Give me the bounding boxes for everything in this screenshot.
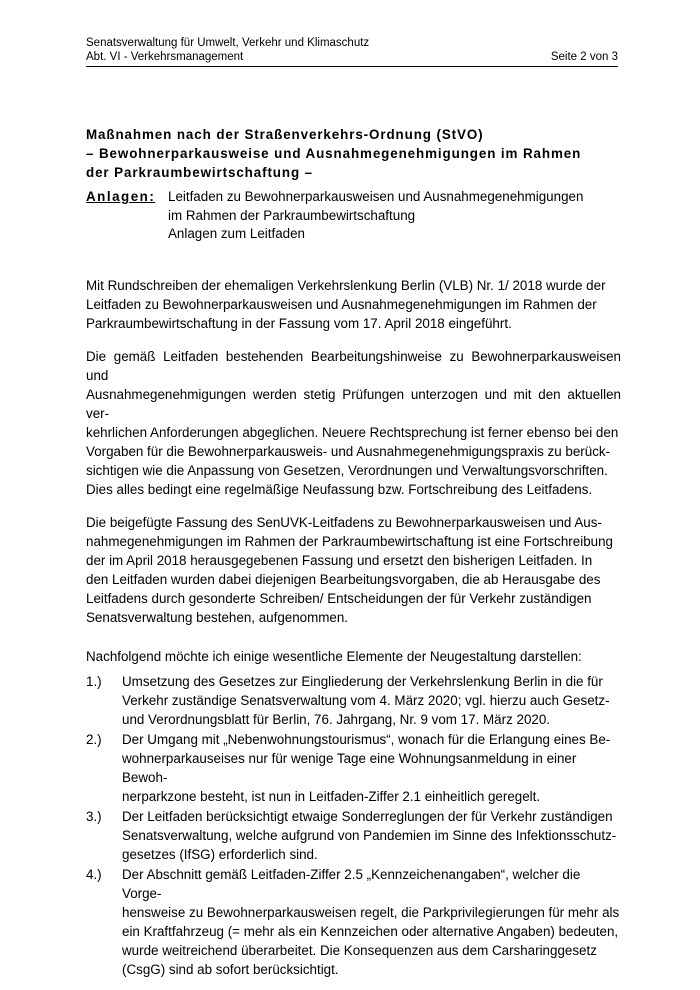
paragraph bbox=[86, 347, 621, 499]
paragraph-line: Ausnahmegenehmigungen werden stetig Prüfungen unterzogen und mit den aktuellen ver- bbox=[86, 387, 621, 421]
document-body bbox=[86, 276, 621, 980]
paragraph-line: Die gemäß Leitfaden bestehenden Bearbeitungshinweise zu Bewohnerparkausweisen und bbox=[86, 349, 621, 383]
attachments-list bbox=[168, 188, 628, 244]
list-item-line: ein Kraftfahrzeug (= mehr als ein Kennzeichen oder alternative Angaben) bedeuten, bbox=[122, 924, 619, 939]
paragraph-line: kehrlichen Anforderungen abgeglichen. Neuere Rechtsprechung ist ferner ebenso bei den bbox=[86, 425, 619, 440]
list-item bbox=[86, 672, 621, 729]
list-item-line: Der Umgang mit „Nebenwohnungstourismus“, wonach für die Erlangung eines Be- bbox=[122, 732, 611, 747]
paragraph-line: Parkraumbewirtschaftung in der Fassung vom 17. April 2018 eingeführt. bbox=[86, 316, 512, 331]
paragraph-line: Leitfadens durch gesonderte Schreiben/ Entscheidungen der für Verkehr zuständigen bbox=[86, 591, 592, 606]
numbered-list bbox=[86, 672, 621, 979]
paragraph-line: nahmegenehmigungen im Rahmen der Parkraumbewirtschaftung ist eine Fortschreibung bbox=[86, 534, 613, 549]
list-item-line: Umsetzung des Gesetzes zur Eingliederung der Verkehrslenkung Berlin in die für bbox=[122, 674, 603, 689]
list-item-line: gesetzes (IfSG) erforderlich sind. bbox=[122, 847, 318, 862]
list-item-line: wurde weitreichend überarbeitet. Die Konsequenzen aus dem Carsharinggesetz bbox=[122, 943, 597, 958]
header-department: Abt. VI - Verkehrsmanagement bbox=[86, 51, 244, 63]
list-item-line: Der Leitfaden berücksichtigt etwaige Sonderreglungen der für Verkehr zuständigen bbox=[122, 809, 613, 824]
header-rule bbox=[86, 66, 618, 67]
attachment-line: im Rahmen der Parkraumbewirtschaftung bbox=[168, 207, 416, 223]
paragraph-line: der im April 2018 herausgegebenen Fassung und ersetzt den bisherigen Leitfaden. In bbox=[86, 553, 593, 568]
list-item-line: Senatsverwaltung, welche aufgrund von Pandemien im Sinne des Infektionsschutz- bbox=[122, 828, 617, 843]
list-item-number: 2.) bbox=[86, 732, 102, 747]
list-item-line: wohnerparkauseises nur für wenige Tage eine Wohnungsanmeldung in einer Bewoh- bbox=[122, 751, 577, 785]
title-line: der Parkraumbewirtschaftung – bbox=[86, 165, 314, 180]
list-item-number: 3.) bbox=[86, 809, 102, 824]
attachments-label: Anlagen: bbox=[86, 189, 156, 204]
list-item bbox=[86, 730, 621, 806]
paragraph-line: den Leitfaden wurden dabei diejenigen Bearbeitungsvorgaben, die ab Herausgabe des bbox=[86, 572, 601, 587]
list-item-line: Verkehr zuständige Senatsverwaltung vom 4. März 2020; vgl. hierzu auch Gesetz- bbox=[122, 693, 610, 708]
attachment-line: Anlagen zum Leitfaden bbox=[168, 226, 305, 241]
list-item-number: 4.) bbox=[86, 867, 102, 882]
list-item-line: und Verordnungsblatt für Berlin, 76. Jahrgang, Nr. 9 vom 17. März 2020. bbox=[122, 712, 551, 727]
paragraph-line: Vorgaben für die Bewohnerparkausweis- und Ausnahmegenehmigungspraxis zu berück- bbox=[86, 444, 611, 459]
paragraph bbox=[86, 276, 621, 333]
paragraph-line: Leitfaden zu Bewohnerparkausweisen und Ausnahmegenehmigungen im Rahmen der bbox=[86, 297, 597, 312]
list-item-line: Der Abschnitt gemäß Leitfaden-Ziffer 2.5 „Kennzeichenangaben“, welcher die Vorge- bbox=[122, 867, 581, 901]
page-header bbox=[86, 36, 618, 64]
paragraph-line: Senatsverwaltung bestehen, aufgenommen. bbox=[86, 610, 349, 625]
paragraph-line: Mit Rundschreiben der ehemaligen Verkehrslenkung Berlin (VLB) Nr. 1/ 2018 wurde der bbox=[86, 278, 606, 293]
list-intro: Nachfolgend möchte ich einige wesentliche Elemente der Neugestaltung darstellen: bbox=[86, 649, 582, 664]
header-page-number: Seite 2 von 3 bbox=[550, 51, 618, 63]
list-item-number: 1.) bbox=[86, 674, 102, 689]
paragraph-line: Dies alles bedingt eine regelmäßige Neufassung bzw. Fortschreibung des Leitfadens. bbox=[86, 482, 593, 497]
paragraph bbox=[86, 513, 621, 627]
header-organization: Senatsverwaltung für Umwelt, Verkehr und Klimaschutz bbox=[86, 37, 370, 49]
list-item-line: (CsgG) sind ab sofort berücksichtigt. bbox=[122, 962, 339, 977]
title-line: Maßnahmen nach der Straßenverkehrs-Ordnung (StVO) bbox=[86, 127, 484, 142]
attachment-line: Leitfaden zu Bewohnerparkausweisen und Ausnahmegenehmigungen bbox=[168, 189, 584, 204]
list-item-line: nerparkzone besteht, ist nun in Leitfaden-Ziffer 2.1 einheitlich geregelt. bbox=[122, 789, 541, 804]
list-item bbox=[86, 807, 621, 864]
document-title bbox=[86, 125, 626, 182]
list-item bbox=[86, 865, 621, 979]
list-item-line: hensweise zu Bewohnerparkausweisen regelt, die Parkprivilegierungen für mehr als bbox=[122, 905, 620, 920]
paragraph-line: sichtigen wie die Anpassung von Gesetzen, Verordnungen und Verwaltungsvorschriften. bbox=[86, 463, 608, 478]
paragraph-line: Die beigefügte Fassung des SenUVK-Leitfadens zu Bewohnerparkausweisen und Aus- bbox=[86, 515, 602, 530]
title-line: – Bewohnerparkausweise und Ausnahmegenehmigungen im Rahmen bbox=[86, 146, 582, 161]
